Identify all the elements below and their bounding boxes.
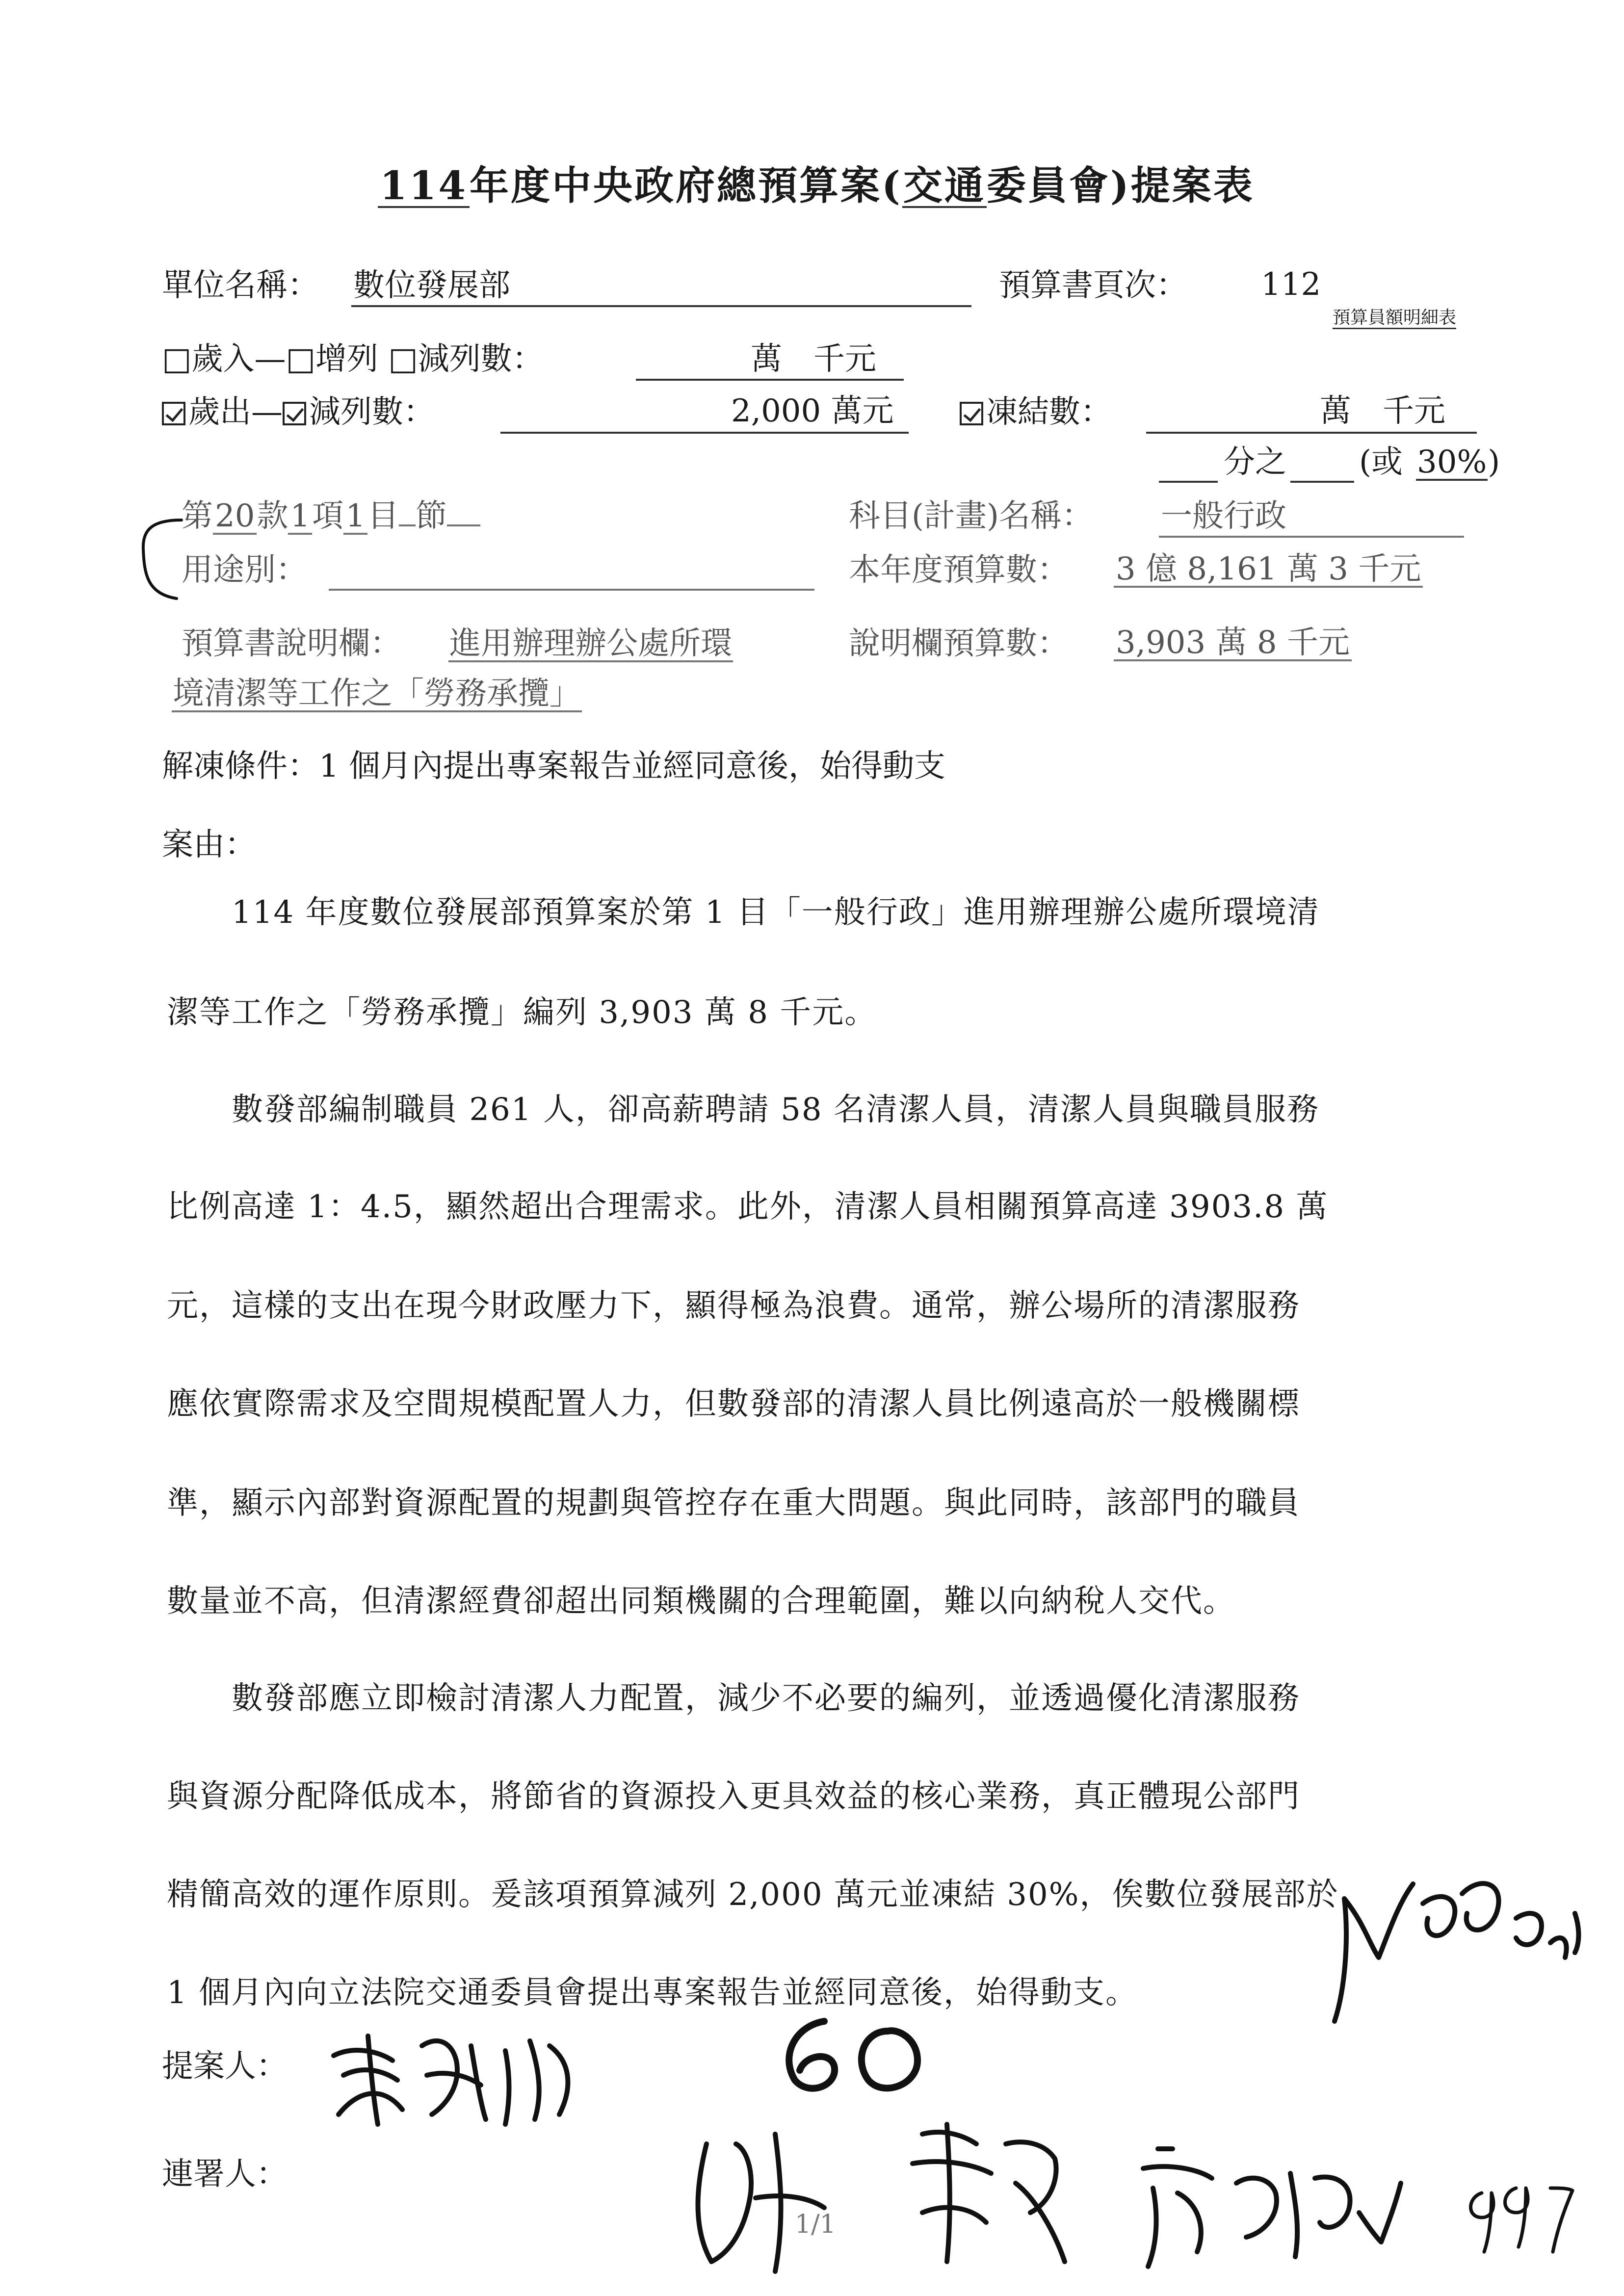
expenditure-label: 歲出—: [188, 394, 283, 430]
proposer-signature: [324, 2016, 618, 2134]
body-line-6: 應依實際需求及空間規模配置人力，但數發部的清潔人員比例遠高於一般機關標: [167, 1386, 1300, 1422]
body-line-1: 114 年度數位發展部預算案於第 1 目「一般行政」進用辦理辦公處所環境清: [167, 894, 1320, 931]
cosigner-signature-top-right: [1315, 1845, 1590, 2031]
body-line-5: 元，這樣的支出在現今財政壓力下，顯得極為浪費。通常，辦公場所的清潔服務: [167, 1288, 1300, 1324]
freeze-row: [960, 396, 1112, 428]
desc-amount-text: 3,903 萬 8 千元: [1114, 627, 1352, 661]
thaw-condition: 解凍條件：1 個月內提出專案報告並經同意後，始得動支: [162, 748, 946, 784]
desc-line-1-text: 進用辦理辦公處所環: [449, 626, 732, 662]
use-label: 用途別：: [182, 552, 307, 588]
cosigner-signature-1: [677, 2114, 873, 2281]
body-line-11: 精簡高效的運作原則。爰該項預算減列 2,000 萬元並凍結 30%，俟數位發展部於: [167, 1877, 1339, 1913]
budget-page-number: 112: [1261, 266, 1321, 303]
xiang-value: 1: [288, 500, 312, 535]
footer-page-number: 1/1: [795, 2210, 836, 2239]
annual-budget-label: 本年度預算數：: [849, 552, 1069, 588]
freeze-checkbox[interactable]: [960, 402, 983, 425]
page-title: [378, 162, 1255, 209]
title-committee: 交通: [903, 162, 986, 209]
handwritten-number: [765, 2011, 952, 2100]
mu-value: 1: [343, 500, 367, 535]
unit-name-underline: [351, 305, 971, 307]
ratio-numerator-underline: [1159, 481, 1218, 483]
title-text-1: 年度中央政府總預算案(: [470, 162, 902, 209]
item-code: [182, 500, 480, 535]
ratio-percent: [1416, 446, 1500, 481]
annual-budget-value: [1114, 553, 1423, 588]
body-line-4: 比例高達 1：4.5，顯然超出合理需求。此外，清潔人員相關預算高達 3903.8 萬: [167, 1189, 1329, 1225]
subject-underline: [1159, 536, 1464, 538]
body-line-12: 1 個月內向立法院交通委員會提出專案報告並經同意後，始得動支。: [167, 1975, 1138, 2011]
budget-page-label: 預算書頁次：: [999, 267, 1187, 304]
cosigner-signature-3: [1128, 2129, 1403, 2276]
reason-label: 案由：: [162, 827, 256, 863]
ratio-denominator-underline: [1290, 481, 1354, 483]
title-text-2: 委員會)提案表: [986, 162, 1255, 209]
expenditure-row: [162, 396, 435, 428]
freeze-amount-underline: [1146, 432, 1477, 434]
reduce-amount-underline: [500, 432, 909, 434]
ratio-close: ): [1488, 444, 1500, 480]
jie-blank: [447, 523, 480, 526]
title-year: 114: [378, 166, 470, 208]
reduce-label: 減列數：: [309, 394, 435, 430]
proposer-label: 提案人：: [162, 2048, 288, 2085]
cosigner-signature-2: [893, 2105, 1089, 2281]
kuan-unit: 款: [257, 498, 288, 534]
budget-page-note: 預算員額明細表: [1333, 309, 1456, 329]
revenue-amount: 萬 千元: [751, 341, 876, 377]
kuan-label: 第: [182, 498, 213, 534]
annual-budget-text: 3 億 8,161 萬 3 千元: [1114, 553, 1423, 588]
desc-amount-value: [1114, 627, 1352, 661]
body-line-2: 潔等工作之「勞務承攬」編列 3,903 萬 8 千元。: [167, 994, 877, 1031]
unit-name: 數位發展部: [353, 267, 510, 304]
expenditure-checkbox[interactable]: [162, 402, 185, 425]
reduce-checkbox[interactable]: [283, 402, 306, 425]
cosigner-label: 連署人：: [162, 2156, 288, 2192]
jie-unit: 節: [415, 498, 447, 534]
freeze-label: 凍結數：: [986, 394, 1112, 430]
body-line-8: 數量並不高，但清潔經費卻超出同類機關的合理範圍，難以向納稅人交代。: [167, 1583, 1235, 1619]
desc-amount-label: 說明欄預算數：: [849, 626, 1069, 662]
freeze-amount: 萬 千元: [1320, 393, 1445, 429]
unit-label: 單位名稱：: [162, 267, 319, 304]
body-line-9: 數發部應立即檢討清潔人力配置，減少不必要的編列，並透過優化清潔服務: [167, 1680, 1300, 1717]
body-line-3: 數發部編制職員 261 人，卻高薪聘請 58 名清潔人員，清潔人員與職員服務: [167, 1092, 1319, 1128]
ratio-percent-value: 30%: [1417, 444, 1487, 480]
revenue-amount-underline: [636, 379, 904, 381]
desc-line-1: [448, 628, 733, 662]
kuan-value: 20: [213, 500, 257, 535]
use-underline: [329, 589, 814, 591]
desc-line-2-text: 境清潔等工作之「勞務承攬」: [173, 676, 581, 712]
ratio-or: (或: [1359, 444, 1403, 480]
reduce-amount: 2,000 萬元: [731, 393, 894, 429]
jie-value: [399, 523, 416, 526]
desc-line-2: [172, 678, 582, 712]
ratio-mid: 分之: [1224, 444, 1286, 480]
revenue-label: □歲入—□增列 □減列數：: [162, 341, 544, 377]
xiang-unit: 項: [312, 498, 344, 534]
body-line-10: 與資源分配降低成本，將節省的資源投入更具效益的核心業務，真正體現公部門: [167, 1778, 1300, 1815]
body-line-7: 準，顯示內部對資源配置的規劃與管控存在重大問題。與此同時，該部門的職員: [167, 1485, 1300, 1521]
subject-label: 科目(計畫)名稱：: [849, 498, 1093, 534]
handwritten-mark: [1462, 2178, 1580, 2257]
mu-unit: 目: [367, 498, 399, 534]
desc-label: 預算書說明欄：: [182, 626, 401, 662]
subject-value: 一般行政: [1161, 498, 1286, 534]
